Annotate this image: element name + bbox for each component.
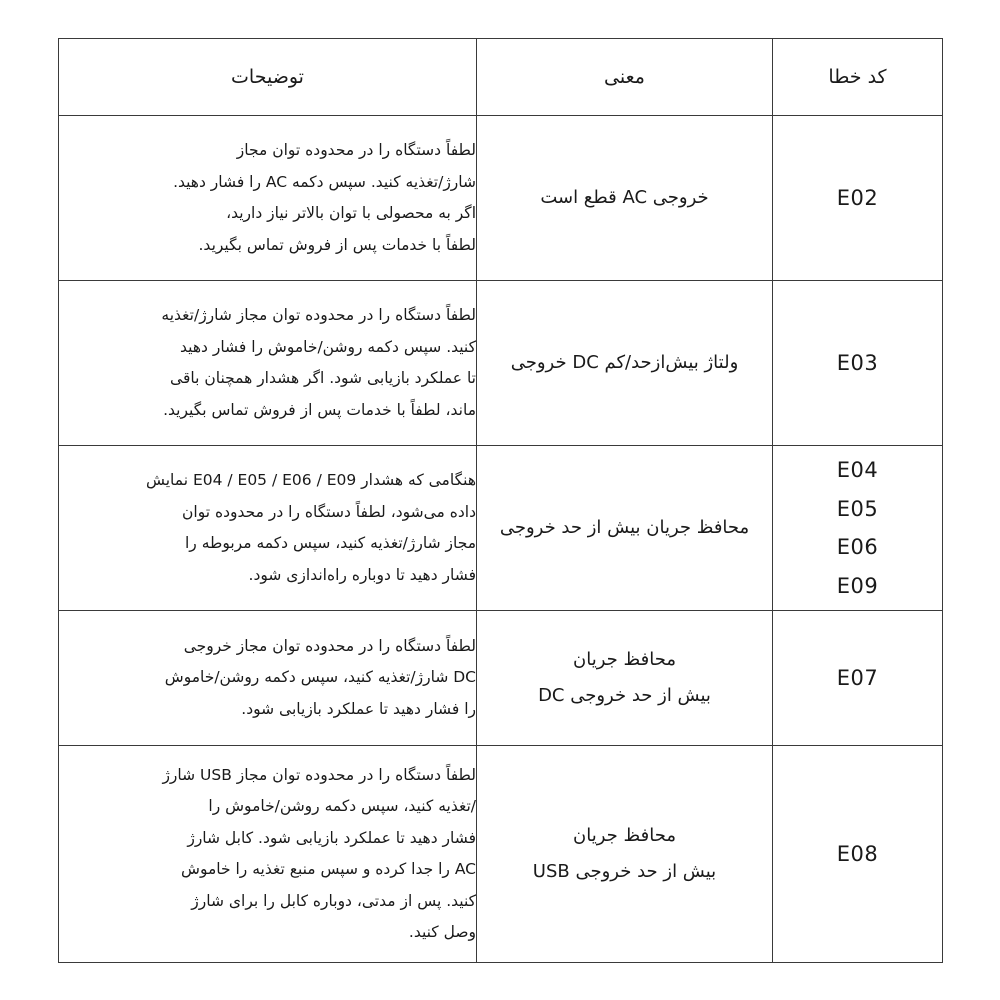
- description-line: فشار دهید تا دوباره راه‌اندازی شود.: [248, 565, 476, 584]
- error-code-cell: [773, 746, 943, 963]
- description-line: مجاز شارژ/تغذیه کنید، سپس دکمه مربوطه را: [185, 534, 476, 552]
- error-code: E03: [836, 350, 879, 375]
- description-cell: [59, 746, 477, 963]
- meaning-text: ولتاژ بیش‌ازحد/کم DC خروجی: [510, 352, 739, 373]
- table-row: [59, 116, 943, 281]
- meaning-cell: [477, 611, 773, 746]
- description-line: لطفاً دستگاه را در محدوده توان مجاز USB شارژ: [162, 765, 476, 784]
- error-code-cell: [773, 446, 943, 611]
- error-code: E08: [836, 841, 879, 866]
- error-code-cell: [773, 611, 943, 746]
- error-code-cell: [773, 116, 943, 281]
- description-line: فشار دهید تا عملکرد بازیابی شود. کابل شارژ: [187, 828, 476, 847]
- description-line: /تغذیه کنید، سپس دکمه روشن/خاموش را: [208, 797, 476, 815]
- description-line: وصل کنید.: [408, 923, 476, 941]
- error-code: E02: [836, 185, 879, 210]
- description-cell: [59, 116, 477, 281]
- meaning-text: محافظ جریان: [573, 649, 676, 670]
- description-line: هنگامی که هشدار E04 / E05 / E06 / E09 نمایش: [145, 471, 476, 489]
- error-code: E09: [836, 573, 879, 598]
- meaning-text: محافظ جریان: [573, 825, 676, 846]
- description-line: شارژ/تغذیه کنید. سپس دکمه AC را فشار دهید.: [173, 172, 476, 191]
- error-code: E06: [836, 535, 879, 559]
- table-header-row: [59, 39, 943, 116]
- header-description: توضیحات: [59, 39, 477, 116]
- meaning-cell: [477, 746, 773, 963]
- error-code-table: [58, 38, 943, 963]
- description-line: را فشار دهید تا عملکرد بازیابی شود.: [241, 699, 476, 718]
- meaning-text: محافظ جریان بیش از حد خروجی: [499, 517, 750, 538]
- description-line: DC شارژ/تغذیه کنید، سپس دکمه روشن/خاموش: [164, 668, 476, 687]
- table-row: [59, 281, 943, 446]
- table-row: [59, 611, 943, 746]
- error-code: E07: [836, 665, 879, 690]
- description-cell: [59, 611, 477, 746]
- description-line: تا عملکرد بازیابی شود. اگر هشدار همچنان باقی: [170, 369, 476, 387]
- description-line: داده می‌شود، لطفاً دستگاه را در محدوده توان: [182, 502, 476, 521]
- description-line: کنید. سپس دکمه روشن/خاموش را فشار دهید: [180, 337, 476, 356]
- meaning-cell: [477, 116, 773, 281]
- table-row: [59, 446, 943, 611]
- description-line: کنید. پس از مدتی، دوباره کابل را برای شارژ: [191, 891, 476, 910]
- description-line: اگر به محصولی با توان بالاتر نیاز دارید،: [226, 204, 476, 222]
- error-code: E05: [836, 496, 879, 521]
- meaning-text: خروجی AC قطع است: [540, 187, 709, 208]
- description-line: لطفاً با خدمات پس از فروش تماس بگیرید.: [198, 235, 476, 254]
- description-line: لطفاً دستگاه را در محدوده توان مجاز: [236, 141, 476, 159]
- table-row: [59, 746, 943, 963]
- meaning-text: بیش از حد خروجی DC: [538, 685, 711, 706]
- meaning-cell: [477, 281, 773, 446]
- error-code-cell: [773, 281, 943, 446]
- header-error-code: کد خطا: [773, 39, 943, 116]
- meaning-text: بیش از حد خروجی USB: [532, 861, 717, 882]
- error-code: E04: [836, 458, 879, 482]
- meaning-cell: [477, 446, 773, 611]
- description-line: ماند، لطفاً با خدمات پس از فروش تماس بگیرید.: [163, 400, 476, 419]
- description-cell: [59, 446, 477, 611]
- description-line: AC را جدا کرده و سپس منبع تغذیه را خاموش: [181, 860, 476, 878]
- description-line: لطفاً دستگاه را در محدوده توان مجاز خروجی: [183, 636, 476, 655]
- header-meaning: معنی: [477, 39, 773, 116]
- description-line: لطفاً دستگاه را در محدوده توان مجاز شارژ/تغذیه: [161, 306, 476, 324]
- description-cell: [59, 281, 477, 446]
